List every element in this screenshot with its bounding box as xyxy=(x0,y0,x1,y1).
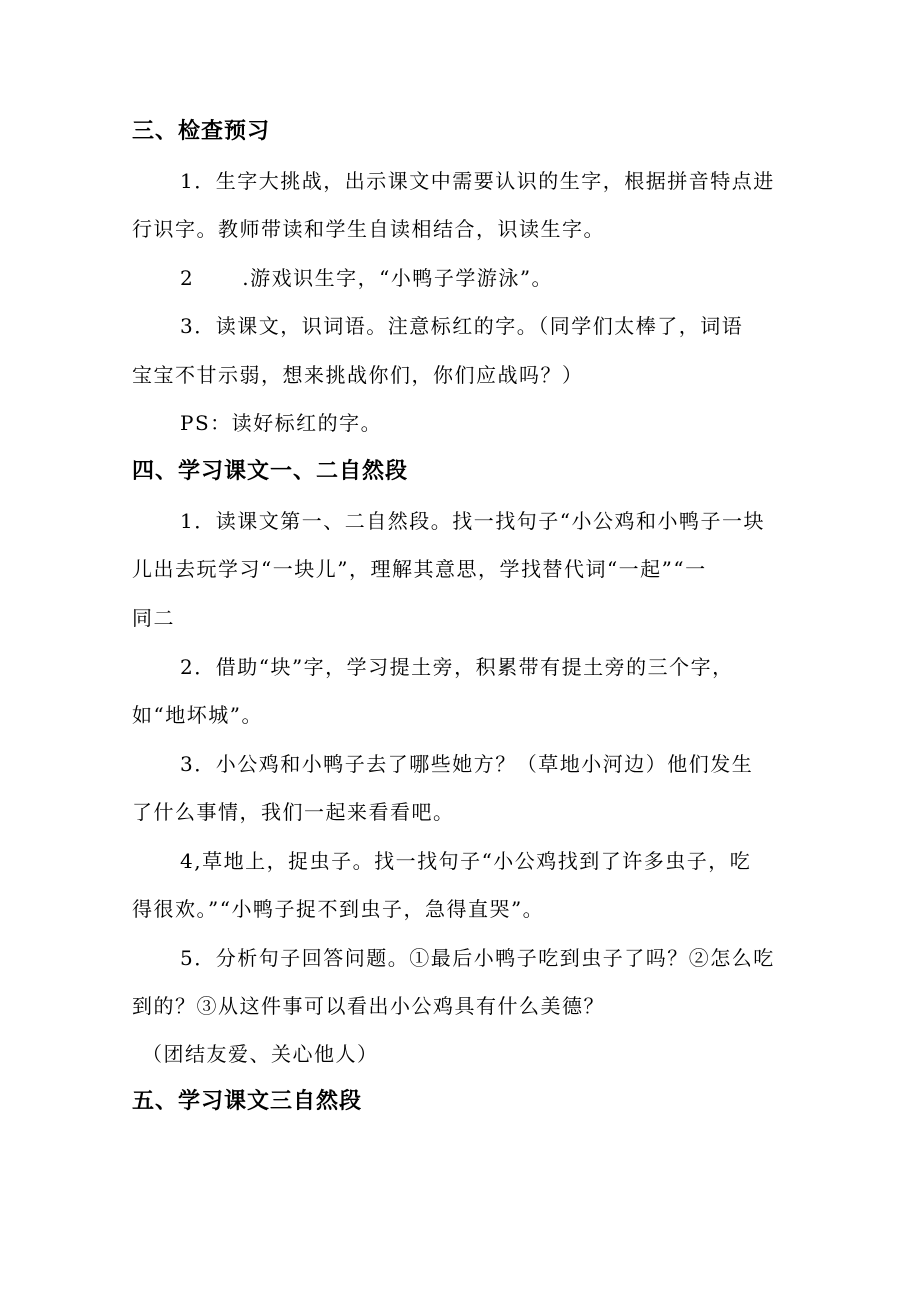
section-3-heading: 三、检查预习 xyxy=(132,119,271,144)
section-4-heading: 四、学习课文一、二自然段 xyxy=(132,459,409,484)
section-4-item-1-line-3: 同二 xyxy=(132,606,175,630)
section-3-item-2-text: .游戏识生字，“小鸭子学游泳”。 xyxy=(242,266,554,290)
section-4-item-4-line-2: 得很欢。”“小鸭子捉不到虫子，急得直哭”。 xyxy=(132,897,545,921)
section-3-ps-note: PS：读好标红的字。 xyxy=(180,411,383,435)
section-4-item-3-line-2: 了什么事情，我们一起来看看吧。 xyxy=(132,800,455,824)
section-3-item-2-number: 2 xyxy=(180,266,195,290)
section-3-item-1-line-1: 1．生字大挑战，出示课文中需要认识的生字，根据拼音特点进 xyxy=(180,169,775,193)
section-4-item-2-line-1: 2．借助“块”字，学习提土旁，积累带有提土旁的三个字， xyxy=(180,655,734,679)
section-4-item-5-line-1: 5．分析句子回答问题。①最后小鸭子吃到虫子了吗？②怎么吃 xyxy=(180,946,775,970)
section-3-item-1-line-2: 行识字。教师带读和学生自读相结合，识读生字。 xyxy=(132,217,605,241)
section-4-item-5-line-2: 到的？③从这件事可以看出小公鸡具有什么美德？ xyxy=(132,994,605,1018)
section-5-heading: 五、学习课文三自然段 xyxy=(132,1089,363,1114)
section-3-item-3-line-2: 宝宝不甘示弱，想来挑战你们，你们应战吗？） xyxy=(132,363,584,387)
section-4-item-4-line-1: 4,草地上，捉虫子。找一找句子“小公鸡找到了许多虫子，吃 xyxy=(180,849,752,873)
section-3-item-2 xyxy=(180,264,553,292)
section-4-item-5-line-3: （团结友爱、关心他人） xyxy=(142,1042,379,1066)
section-4-item-1-line-2: 儿出去玩学习“一块儿”，理解其意思，学找替代词“一起”“一 xyxy=(132,557,707,581)
section-4-item-1-line-1: 1．读课文第一、二自然段。找一找句子“小公鸡和小鸭子一块 xyxy=(180,509,765,533)
section-3-item-3-line-1: 3．读课文，识词语。注意标红的字。（同学们太棒了，词语 xyxy=(180,314,744,338)
section-4-item-2-line-2: 如“地坏城”。 xyxy=(132,703,263,727)
section-4-item-3-line-1: 3．小公鸡和小鸭子去了哪些她方？（草地小河边）他们发生 xyxy=(180,752,754,776)
